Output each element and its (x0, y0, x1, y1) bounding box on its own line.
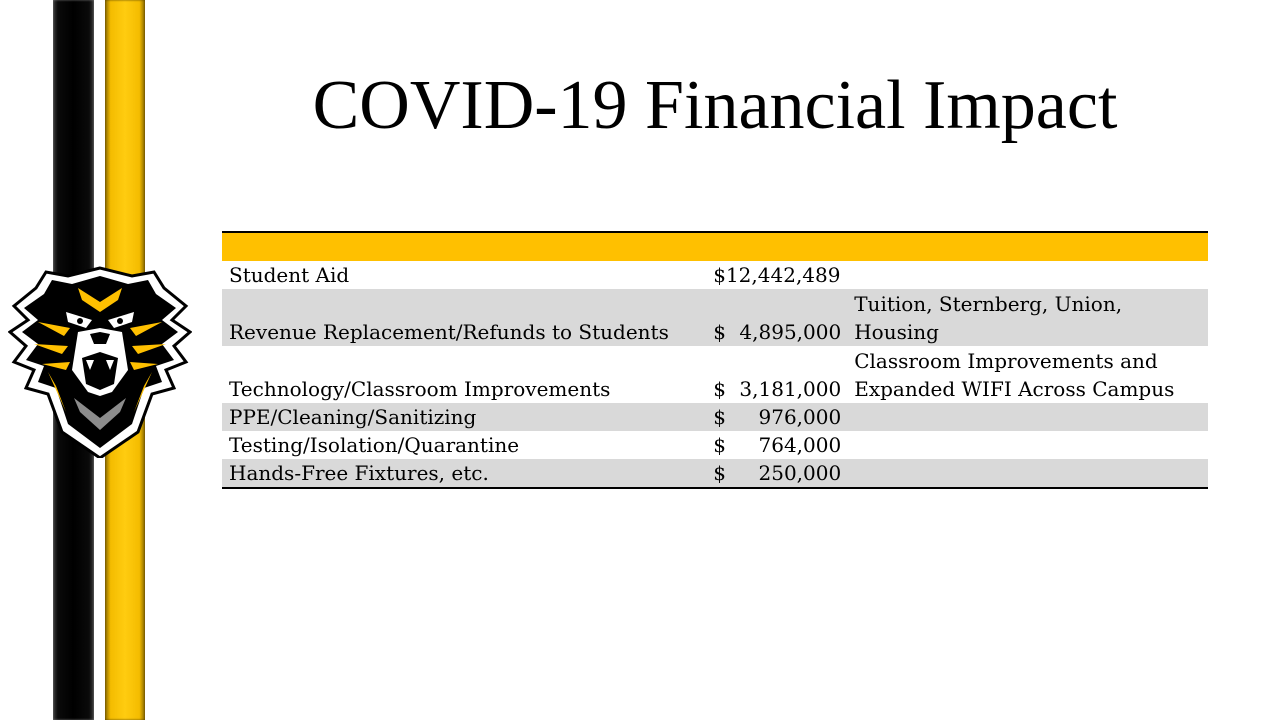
row-note (847, 261, 1208, 289)
row-note: Classroom Improvements and Expanded WIFI Across Campus (854, 349, 1175, 401)
row-label: Student Aid (229, 263, 350, 287)
row-amount: $12,442,489 (713, 263, 841, 287)
row-note (847, 431, 1208, 459)
row-note (847, 459, 1208, 488)
row-label: Technology/Classroom Improvements (229, 377, 611, 401)
row-amount: $ 4,895,000 (706, 289, 847, 346)
row-label: PPE/Cleaning/Sanitizing (222, 403, 706, 431)
table-row (222, 403, 1208, 431)
row-amount: $ 250,000 (706, 459, 847, 488)
row-note (847, 403, 1208, 431)
table-row (222, 346, 1208, 403)
row-amount: $ 764,000 (713, 433, 842, 457)
row-label: Testing/Isolation/Quarantine (229, 433, 520, 457)
table-row (222, 459, 1208, 488)
tiger-mascot-icon (8, 262, 192, 458)
table-row (222, 431, 1208, 459)
table-header-bar (222, 232, 1208, 261)
row-amount: $ 976,000 (706, 403, 847, 431)
row-label: Revenue Replacement/Refunds to Students (222, 289, 706, 346)
row-amount: $ 3,181,000 (713, 377, 842, 401)
table-row (222, 261, 1208, 289)
row-note: Tuition, Sternberg, Union, Housing (847, 289, 1208, 346)
financial-impact-table (222, 231, 1208, 489)
slide-title: COVID-19 Financial Impact (312, 67, 1118, 144)
row-label: Hands-Free Fixtures, etc. (222, 459, 706, 488)
table-row (222, 289, 1208, 346)
